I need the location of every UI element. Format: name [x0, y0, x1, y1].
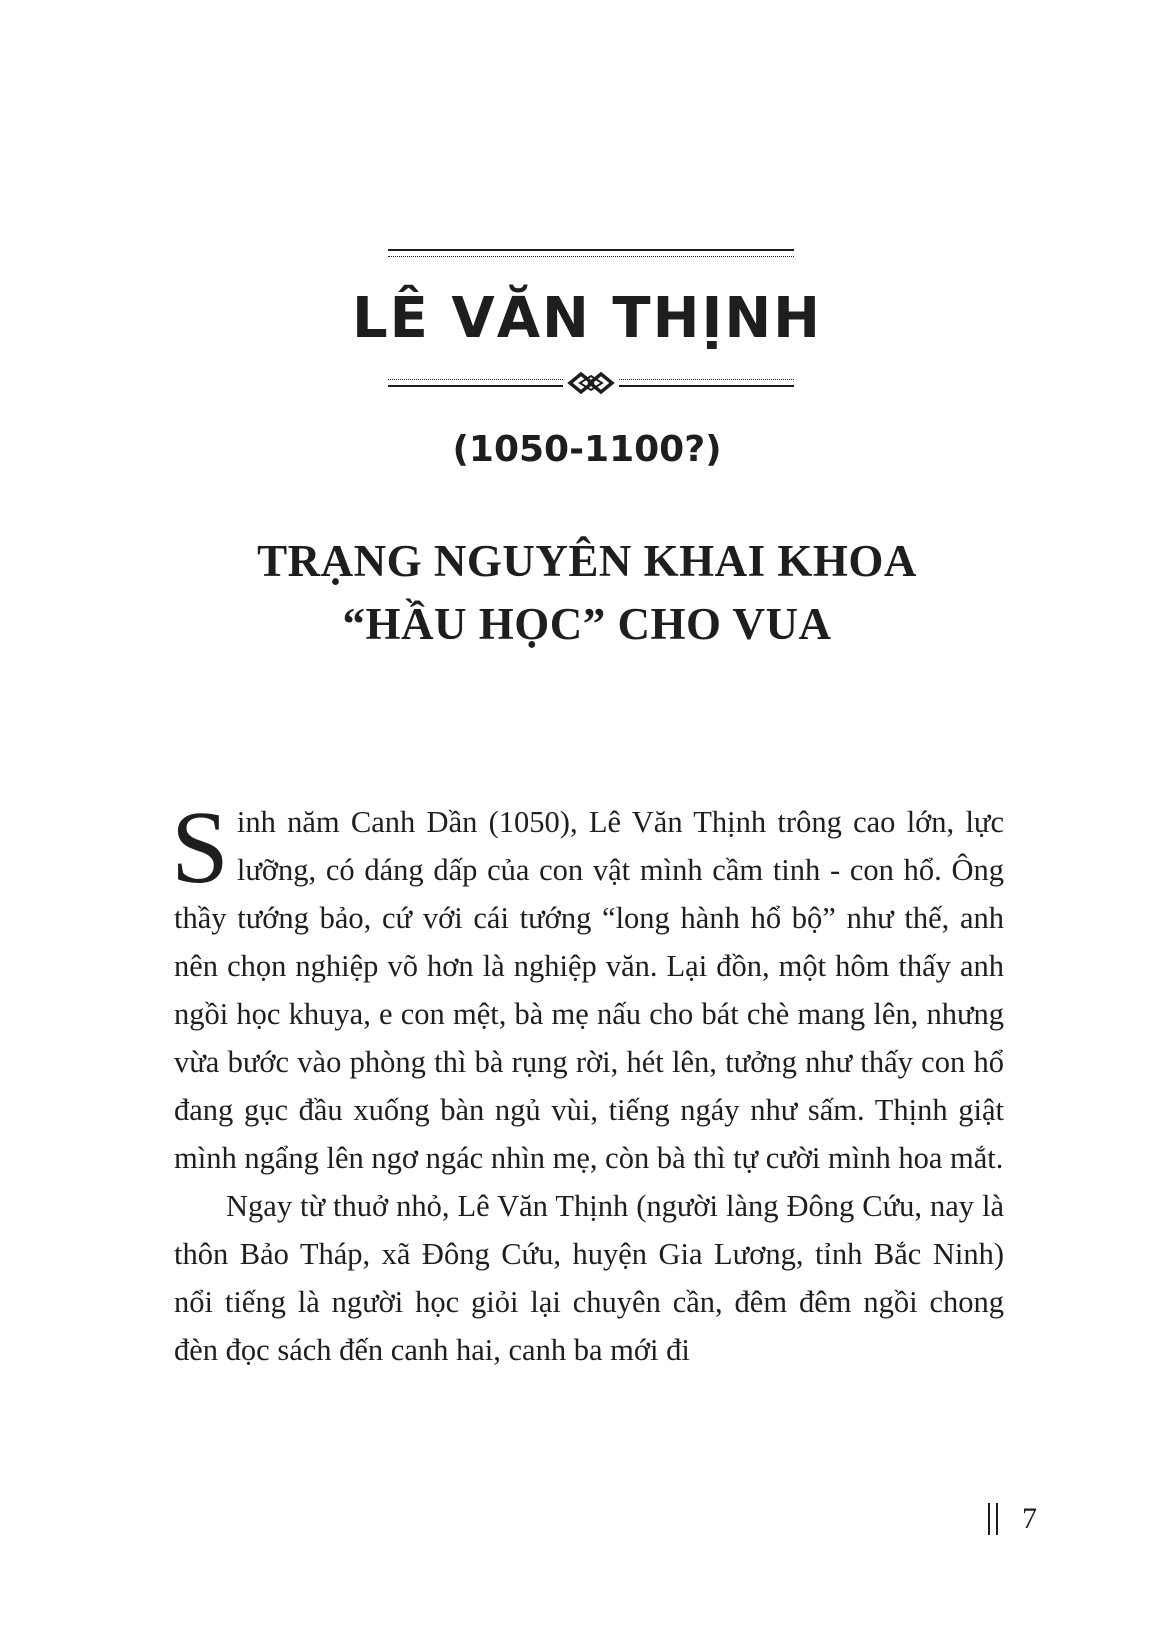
paragraph-2: Ngay từ thuở nhỏ, Lê Văn Thịnh (người làng Đông Cứu, nay là thôn Bảo Tháp, xã Đông Cứu, huyện Gia Lương, tỉnh Bắc Ninh) nổi tiếng là người học giỏi lại chuyên cần, đêm đêm ngồi chong đèn đọc sách đến canh hai, canh ba mới đi [174, 1189, 1004, 1367]
drop-cap: S [171, 790, 229, 905]
body-text [171, 790, 1004, 1374]
title-top-rule [388, 249, 794, 257]
subtitle-line-1: TRẠNG NGUYÊN KHAI KHOA [257, 536, 917, 586]
life-years: (1050-1100?) [452, 429, 722, 470]
top-solid-line [388, 249, 794, 251]
chapter-title: LÊ VĂN THỊNH [351, 286, 823, 351]
chapter-subtitle [0, 530, 1174, 656]
top-dotted-line [388, 256, 794, 257]
ornament-left-rule [388, 379, 563, 387]
subtitle-line-2: “HẦU HỌC” CHO VUA [342, 599, 832, 649]
interlocked-diamonds-icon [563, 370, 619, 396]
page-number-bars-icon [988, 1503, 998, 1535]
paragraph-1-text: inh năm Canh Dần (1050), Lê Văn Thịnh trông cao lớn, lực lưỡng, có dáng dấp của con vật mình cầm tinh - con hổ. Ông thầy tướng bảo, cứ với cái tướng “long hành hổ bộ” như thế, anh nên chọn nghiệp võ hơn là nghiệp văn. Lại đồn, một hôm thấy anh ngồi học khuya, e con mệt, bà mẹ nấu cho bát chè mang lên, nhưng vừa bước vào phòng thì bà rụng rời, hét lên, tưởng như thấy con hổ đang gục đầu xuống bàn ngủ vùi, tiếng ngáy như sấm. Thịnh giật mình ngẩng lên ngơ ngác nhìn mẹ, còn bà thì tự cười mình hoa mắt. [174, 805, 1004, 1175]
ornament-right-rule [619, 379, 794, 387]
page-number: 7 [1022, 1502, 1037, 1535]
paragraph-1 [171, 790, 1004, 1182]
title-ornament-divider [388, 370, 794, 396]
page-footer [988, 1502, 1037, 1536]
